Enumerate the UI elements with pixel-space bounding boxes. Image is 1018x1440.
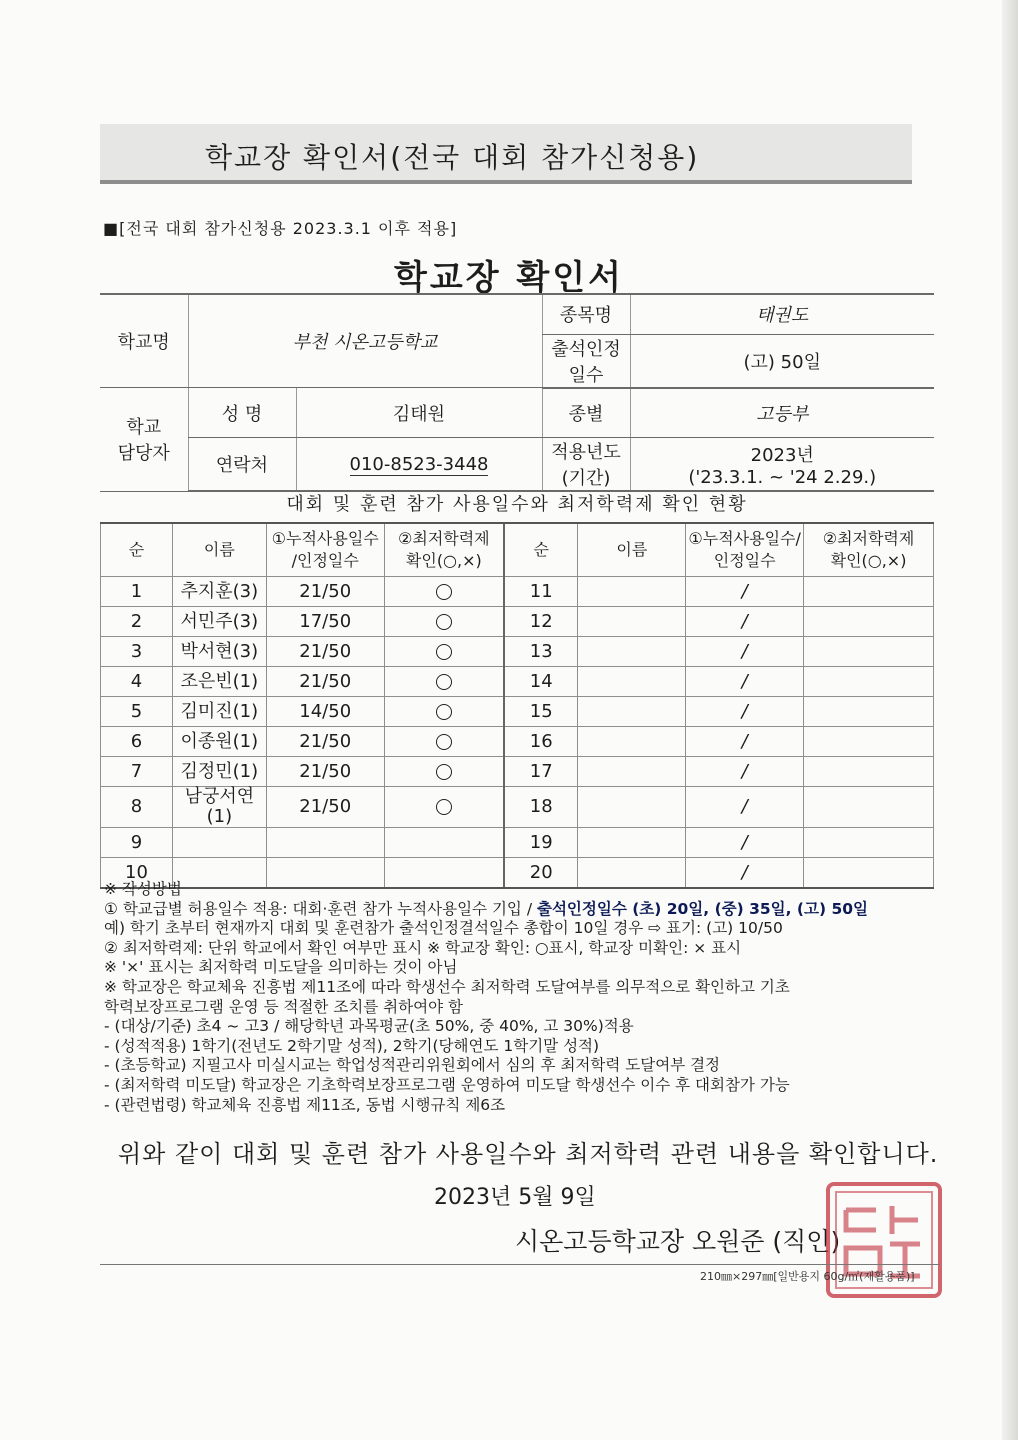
header-no: 순 — [101, 523, 173, 577]
row-number-right: 15 — [504, 697, 578, 727]
used-days — [266, 828, 384, 858]
note-8: - (초등학교) 지필고사 미실시교는 학업성적관리위원회에서 심의 후 최저학력 도달여부 결정 — [104, 1056, 721, 1075]
header-check-right: ②최저학력제 확인(○,×) — [804, 523, 934, 577]
status-table — [100, 522, 934, 889]
row-number: 9 — [101, 828, 173, 858]
used-days: 21/50 — [266, 757, 384, 787]
info-table — [100, 293, 934, 492]
academic-check-right — [804, 667, 934, 697]
row-number-right: 13 — [504, 637, 578, 667]
used-days: 21/50 — [266, 727, 384, 757]
note-10: - (관련법령) 학교체육 진흥법 제11조, 동법 시행규칙 제6조 — [104, 1095, 506, 1114]
header-name: 이름 — [172, 523, 266, 577]
student-name-right — [578, 828, 686, 858]
table-row — [101, 697, 934, 727]
student-name-right — [578, 607, 686, 637]
academic-check — [384, 637, 504, 667]
check-circle-mark — [436, 799, 452, 815]
academic-check-right — [804, 727, 934, 757]
document-title: 학교장 확인서 — [394, 258, 624, 298]
sport-value: 태권도 — [630, 294, 934, 334]
status-title: 대회 및 훈련 참가 사용일수와 최저학력제 확인 현황 — [286, 494, 748, 515]
academic-check — [384, 828, 504, 858]
student-name — [172, 828, 266, 858]
used-days: 21/50 — [266, 577, 384, 607]
manager-label: 학교 담당자 — [100, 388, 188, 492]
row-number: 1 — [101, 577, 173, 607]
student-name-right — [578, 697, 686, 727]
note-3: ※ '×' 표시는 최저학력 미도달을 의미하는 것이 아님 — [104, 958, 458, 977]
name-value: 김태원 — [296, 388, 542, 438]
check-circle-mark — [436, 644, 452, 660]
note-2: ② 최저학력제: 단위 학교에서 확인 여부만 표시 ※ 학교장 확인: ○표시, 학교장 미확인: × 표시 — [104, 938, 742, 957]
school-label: 학교명 — [100, 294, 188, 388]
row-number: 8 — [101, 787, 173, 828]
check-circle-mark — [436, 764, 452, 780]
student-name-right — [578, 787, 686, 828]
table-row — [101, 757, 934, 787]
signer-line: 시온고등학교장 오원준 (직인) — [515, 1227, 841, 1256]
used-days-right: / — [686, 577, 804, 607]
division-label: 종별 — [542, 388, 630, 438]
row-number-right: 20 — [504, 858, 578, 889]
academic-check — [384, 577, 504, 607]
table-row — [101, 607, 934, 637]
academic-check — [384, 757, 504, 787]
academic-check-right — [804, 787, 934, 828]
academic-check-right — [804, 637, 934, 667]
table-row — [101, 828, 934, 858]
note-9: - (최저학력 미도달) 학교장은 기초학력보장프로그램 운영하여 미도달 학생선수 이수 후 대회참가 가능 — [104, 1075, 790, 1094]
used-days: 21/50 — [266, 787, 384, 828]
attendance-value: (고) 50일 — [630, 334, 934, 388]
used-days-right: / — [686, 727, 804, 757]
row-number: 2 — [101, 607, 173, 637]
row-number: 7 — [101, 757, 173, 787]
header-days-right: ①누적사용일수/ 인정일수 — [686, 523, 804, 577]
note-6: - (대상/기준) 초4 ~ 고3 / 해당학년 과목평균(초 50%, 중 40%, 고 30%)적용 — [104, 1017, 634, 1036]
sport-label: 종목명 — [542, 294, 630, 334]
used-days: 21/50 — [266, 667, 384, 697]
attendance-label: 출석인정 일수 — [542, 334, 630, 388]
row-number-right: 19 — [504, 828, 578, 858]
header-no-right: 순 — [504, 523, 578, 577]
note-5: 학력보장프로그램 운영 등 적절한 조치를 취하여야 함 — [104, 997, 463, 1016]
school-value: 부천 시온고등학교 — [188, 294, 542, 388]
year-label: 적용년도 (기간) — [542, 438, 630, 492]
row-number-right: 14 — [504, 667, 578, 697]
contact-value: 010-8523-3448 — [296, 438, 542, 492]
academic-check-right — [804, 757, 934, 787]
academic-check — [384, 787, 504, 828]
row-number: 3 — [101, 637, 173, 667]
table-row — [101, 577, 934, 607]
academic-check — [384, 697, 504, 727]
academic-check-right — [804, 828, 934, 858]
check-circle-mark — [436, 674, 452, 690]
student-name: 김정민(1) — [172, 757, 266, 787]
used-days: 14/50 — [266, 697, 384, 727]
academic-check — [384, 667, 504, 697]
used-days-right: / — [686, 697, 804, 727]
student-name-right — [578, 757, 686, 787]
row-number-right: 16 — [504, 727, 578, 757]
document-date: 2023년 5월 9일 — [434, 1185, 596, 1210]
student-name-right — [578, 577, 686, 607]
division-value: 고등부 — [630, 388, 934, 438]
note-7: - (성적적용) 1학기(전년도 2학기말 성적), 2학기(당해연도 1학기말 성적) — [104, 1036, 600, 1055]
page-edge-shadow — [1002, 0, 1018, 1440]
used-days-right: / — [686, 787, 804, 828]
row-number: 6 — [101, 727, 173, 757]
header-title: 학교장 확인서(전국 대회 참가신청용) — [205, 141, 700, 174]
used-days-right: / — [686, 607, 804, 637]
academic-check-right — [804, 697, 934, 727]
note-1-example: 예) 학기 초부터 현재까지 대회 및 훈련참가 출석인정결석일수 총합이 10일 경우 ⇨ 표기: (고) 10/50 — [104, 919, 783, 938]
check-circle-mark — [436, 584, 452, 600]
used-days-right: / — [686, 828, 804, 858]
year-value: 2023년 ('23.3.1. ~ '24 2.29.) — [630, 438, 934, 492]
row-number-right: 18 — [504, 787, 578, 828]
row-number: 10 — [101, 858, 173, 889]
row-number-right: 12 — [504, 607, 578, 637]
check-circle-mark — [436, 734, 452, 750]
academic-check-right — [804, 607, 934, 637]
used-days-right: / — [686, 757, 804, 787]
academic-check — [384, 607, 504, 637]
notice-text: ■[전국 대회 참가신청용 2023.3.1 이후 적용] — [103, 219, 458, 238]
header-name-right: 이름 — [578, 523, 686, 577]
row-number: 4 — [101, 667, 173, 697]
used-days: 17/50 — [266, 607, 384, 637]
used-days-right: / — [686, 637, 804, 667]
used-days-right: / — [686, 667, 804, 697]
student-name: 박서현(3) — [172, 637, 266, 667]
used-days: 21/50 — [266, 637, 384, 667]
student-name: 조은빈(1) — [172, 667, 266, 697]
footer-divider — [100, 1264, 940, 1265]
student-name: 남궁서연(1) — [172, 787, 266, 828]
note-1: ① 학교급별 허용일수 적용: 대회·훈련 참가 누적사용일수 기입 / 출석인정일수 (초) 20일, (중) 35일, (고) 50일 — [104, 899, 869, 918]
contact-label: 연락처 — [188, 438, 296, 492]
student-name-right — [578, 637, 686, 667]
row-number-right: 17 — [504, 757, 578, 787]
note-4: ※ 학교장은 학교체육 진흥법 제11조에 따라 학생선수 최저학력 도달여부를 의무적으로 확인하고 기초 — [104, 977, 790, 996]
check-circle-mark — [436, 704, 452, 720]
paper-spec: 210㎜×297㎜[일반용지 60g/㎡(재활용품)] — [700, 1270, 915, 1283]
table-row — [101, 727, 934, 757]
name-label: 성 명 — [188, 388, 296, 438]
header-days: ①누적사용일수 /인정일수 — [266, 523, 384, 577]
used-days-right: / — [686, 858, 804, 889]
check-circle-mark — [436, 614, 452, 630]
confirmation-statement: 위와 같이 대회 및 훈련 참가 사용일수와 최저학력 관련 내용을 확인합니다. — [118, 1140, 939, 1168]
student-name-right — [578, 727, 686, 757]
student-name: 서민주(3) — [172, 607, 266, 637]
notes-heading: ※ 작성방법 — [104, 880, 182, 898]
row-number-right: 11 — [504, 577, 578, 607]
notes-section — [104, 880, 944, 1115]
row-number: 5 — [101, 697, 173, 727]
academic-check — [384, 727, 504, 757]
table-row — [101, 637, 934, 667]
student-name-right — [578, 667, 686, 697]
table-row — [101, 787, 934, 828]
academic-check-right — [804, 577, 934, 607]
table-row — [101, 667, 934, 697]
student-name: 이종원(1) — [172, 727, 266, 757]
header-check: ②최저학력제 확인(○,×) — [384, 523, 504, 577]
student-name: 추지훈(3) — [172, 577, 266, 607]
student-name: 김미진(1) — [172, 697, 266, 727]
